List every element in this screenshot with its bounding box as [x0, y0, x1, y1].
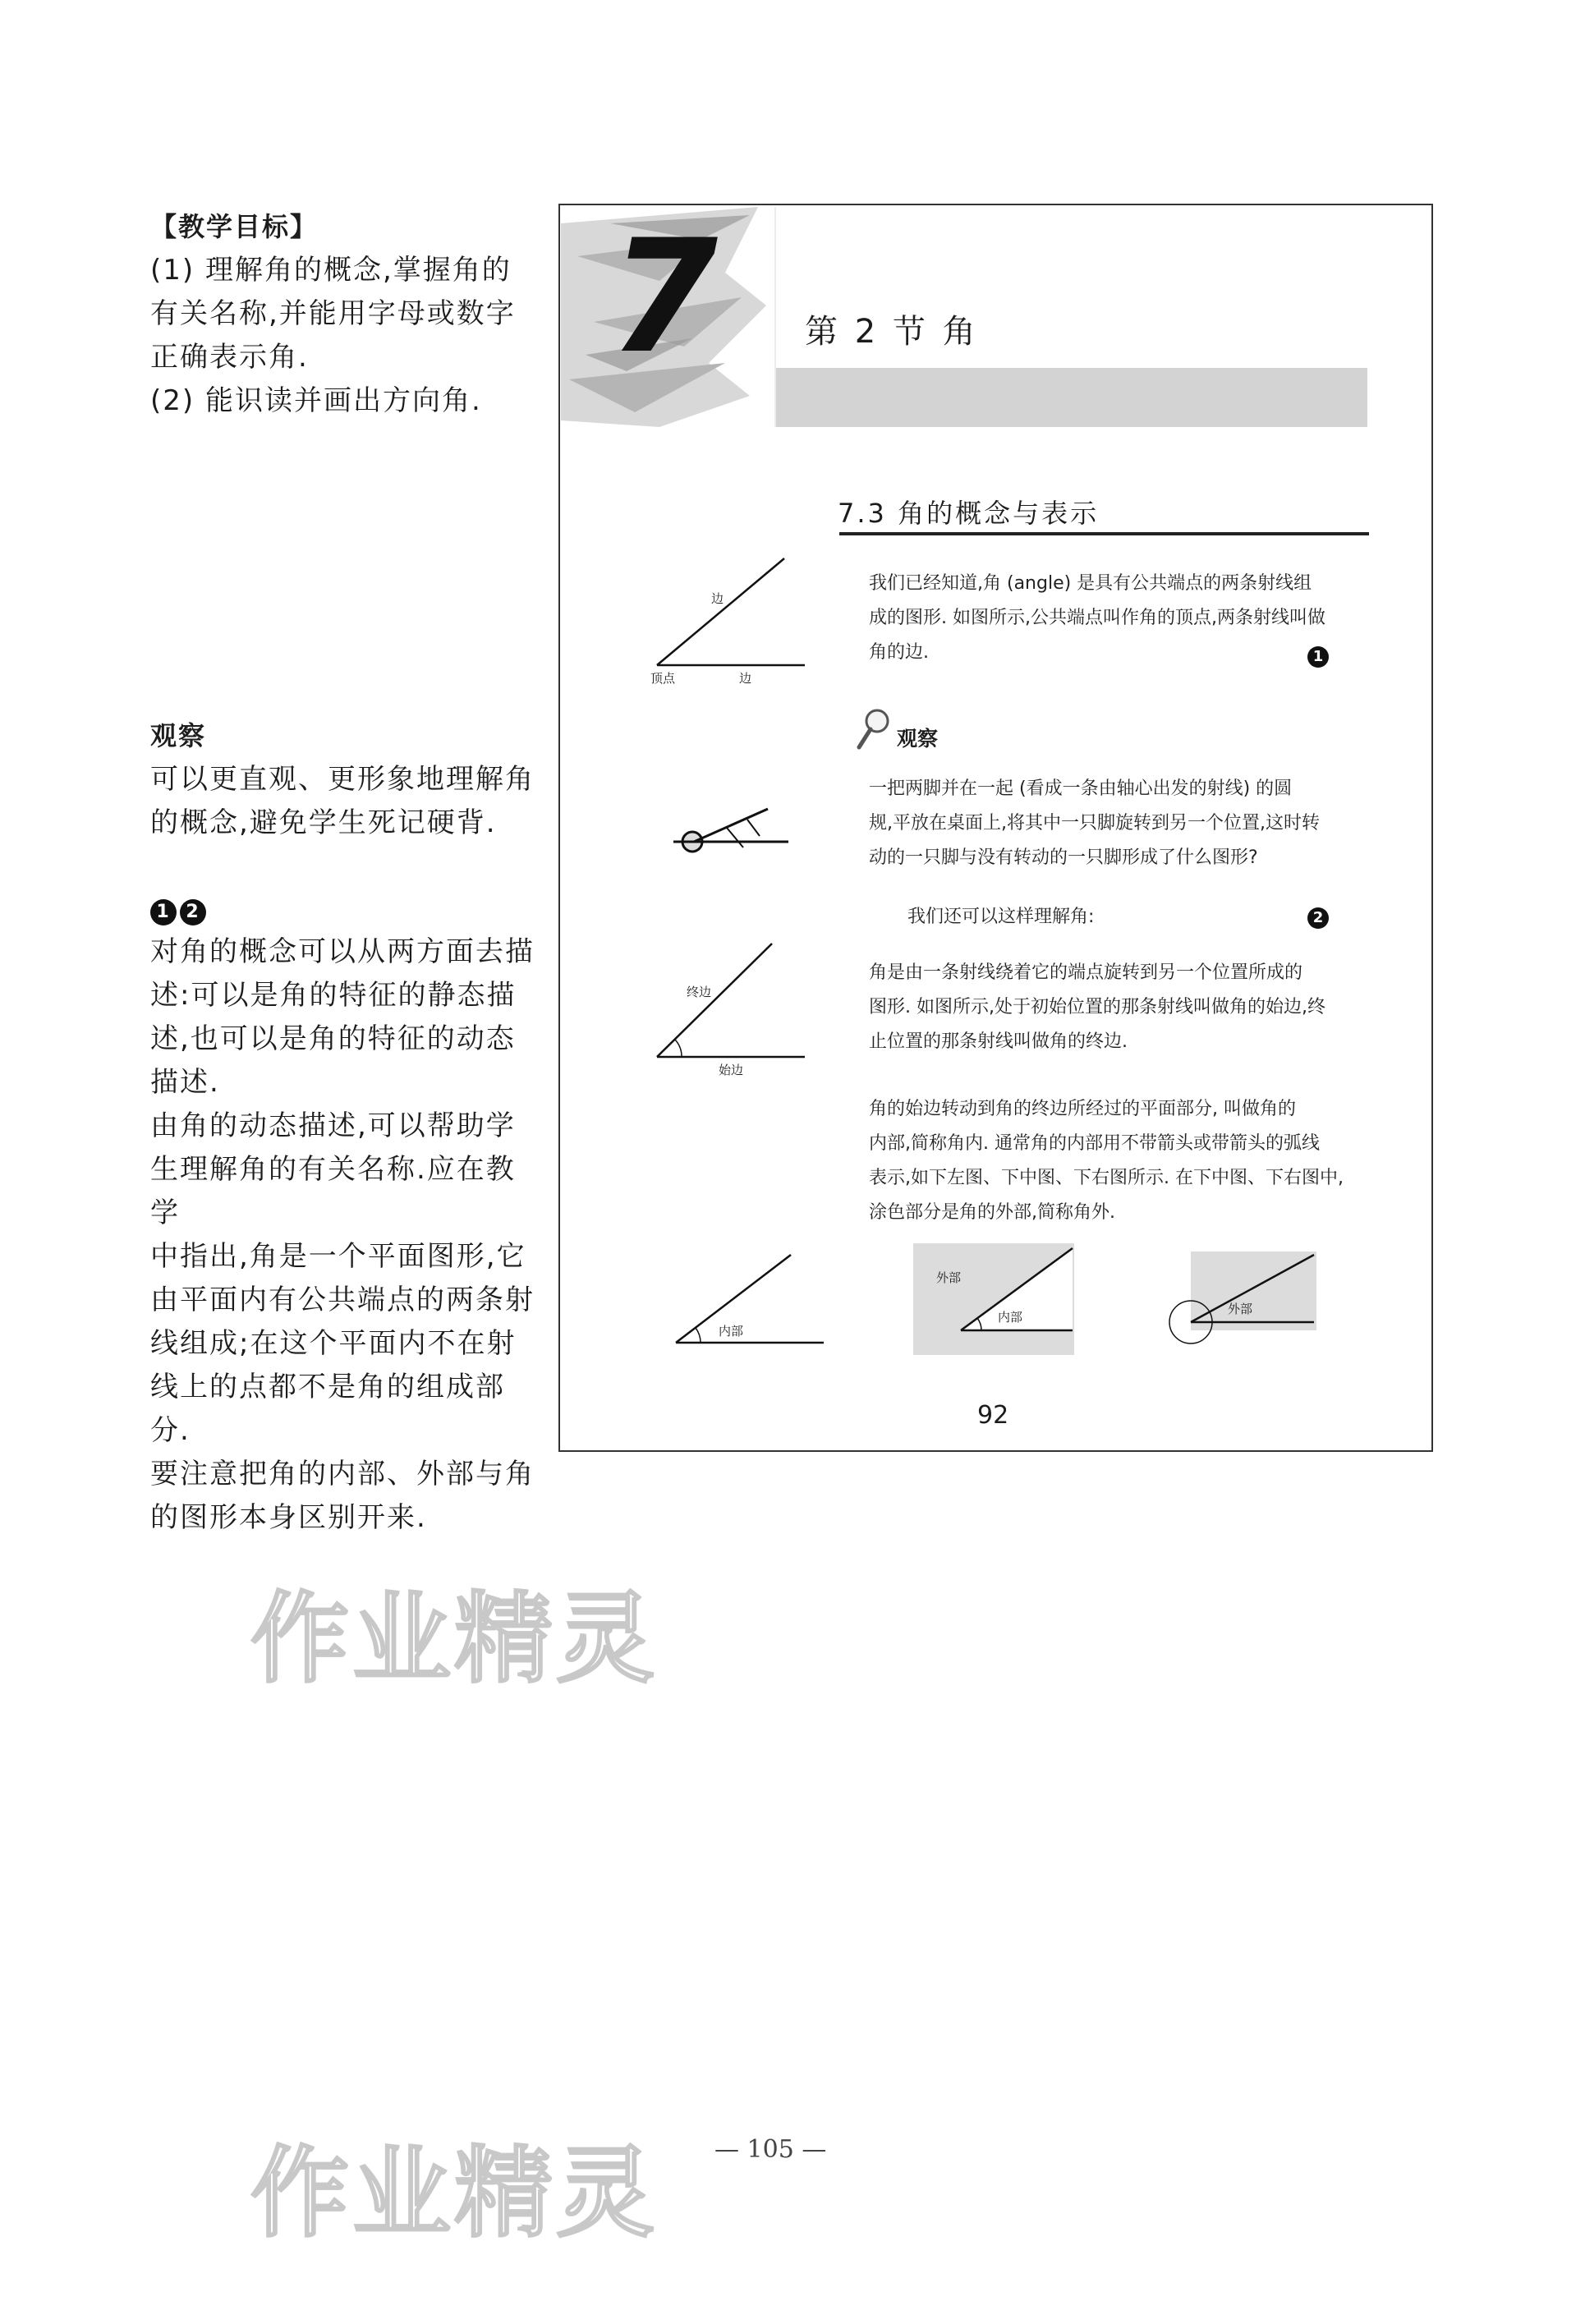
observe-note — [150, 714, 536, 845]
watermark: 作业精灵 — [250, 1582, 658, 1697]
observe-note-line: 的概念,避免学生死记硬背. — [150, 806, 497, 839]
marker-1: 1 — [1307, 646, 1329, 668]
banner-divider — [774, 207, 776, 427]
concept-note-line: 要注意把角的内部、外部与角 — [150, 1458, 535, 1490]
fig3-label-initial: 始边 — [719, 1063, 744, 1077]
concept-note-line: 线上的点都不是角的组成部分. — [150, 1371, 505, 1447]
concept-note-line: 描述. — [150, 1066, 220, 1099]
observe-note-heading: 观察 — [150, 720, 207, 751]
goal-line: (1) 理解角的概念,掌握角的 — [150, 254, 512, 287]
concept-notes-markers — [150, 887, 544, 930]
section-title: 第 2 节 角 — [805, 313, 979, 351]
fig5-label-exterior: 外部 — [936, 1270, 962, 1285]
textbook-page-number: 92 — [977, 1401, 1009, 1430]
teaching-goals — [150, 205, 536, 423]
fig3-label-terminal: 终边 — [687, 985, 712, 999]
concept-note-line: 对角的概念可以从两方面去描 — [150, 935, 535, 968]
text-line: 表示,如下左图、下中图、下右图所示. 在下中图、下右图中, — [869, 1168, 1344, 1188]
goal-line: 正确表示角. — [150, 341, 309, 374]
concept-note-line: 生理解角的有关名称.应在教学 — [150, 1153, 516, 1229]
concept-note-line: 由平面内有公共端点的两条射 — [150, 1284, 535, 1316]
paragraph-interior — [869, 1092, 1386, 1230]
text-line: 规,平放在桌面上,将其中一只脚旋转到另一个位置,这时转 — [869, 813, 1320, 834]
figure-angle-rotation — [649, 940, 813, 1063]
text-line: 止位置的那条射线叫做角的终边. — [869, 1031, 1128, 1052]
text-line: 涂色部分是角的外部,简称角外. — [869, 1202, 1115, 1223]
concept-note-line: 线组成;在这个平面内不在射 — [150, 1327, 517, 1360]
paragraph-compass — [869, 772, 1382, 875]
text-line: 角是由一条射线绕着它的端点旋转到另一个位置所成的 — [869, 962, 1303, 983]
text-line: 我们已经知道,角 (angle) 是具有公共端点的两条射线组 — [869, 573, 1312, 594]
paragraph-dynamic-def — [869, 956, 1382, 1059]
fig1-label-side-bottom: 边 — [739, 671, 752, 686]
fig1-label-vertex: 顶点 — [650, 671, 676, 686]
text-line: 一把两脚并在一起 (看成一条由轴心出发的射线) 的圆 — [869, 778, 1293, 799]
text-line: 角的始边转动到角的终边所经过的平面部分, 叫做角的 — [869, 1099, 1296, 1119]
text-line: 成的图形. 如图所示,公共端点叫作角的顶点,两条射线叫做 — [869, 608, 1325, 628]
observe-label: 观察 — [897, 727, 939, 751]
goal-line: (2) 能识读并画出方向角. — [150, 384, 482, 417]
marker-2: 2 — [1307, 907, 1329, 929]
subsection-title: 7.3 角的概念与表示 — [838, 498, 1100, 529]
teaching-goals-heading: 【教学目标】 — [150, 211, 319, 242]
figure-compass — [669, 805, 792, 870]
figure-exterior-middle — [912, 1242, 1076, 1357]
marker-2: 2 — [180, 899, 206, 925]
concept-note-line: 由角的动态描述,可以帮助学 — [150, 1109, 516, 1142]
paragraph-intro: 我们还可以这样理解角: — [907, 907, 1095, 927]
fig1-label-side-top: 边 — [711, 591, 724, 606]
fig5-label-interior: 内部 — [998, 1310, 1023, 1325]
text-line: 动的一只脚与没有转动的一只脚形成了什么图形? — [869, 847, 1258, 868]
concept-note-line: 述,也可以是角的特征的动态 — [150, 1022, 516, 1055]
goal-line: 有关名称,并能用字母或数字 — [150, 297, 516, 330]
chapter-number: 7 — [609, 206, 719, 388]
fig4-label-interior: 内部 — [719, 1324, 744, 1339]
subsection-rule — [839, 532, 1369, 535]
concept-notes — [150, 887, 544, 1540]
text-line: 内部,简称角内. 通常角的内部用不带箭头或带箭头的弧线 — [869, 1133, 1320, 1154]
watermark: 作业精灵 — [250, 2137, 658, 2251]
paragraph-definition — [869, 567, 1378, 670]
concept-note-line: 述:可以是角的特征的静态描 — [150, 979, 517, 1012]
concept-note-line: 中指出,角是一个平面图形,它 — [150, 1240, 526, 1273]
section-banner-bar — [776, 368, 1367, 427]
concept-note-line: 的图形本身区别开来. — [150, 1501, 427, 1534]
footer-page-number: — 105 — — [714, 2135, 827, 2164]
fig6-label-exterior: 外部 — [1228, 1302, 1253, 1316]
text-line: 角的边. — [869, 642, 929, 663]
magnifier-icon — [854, 706, 894, 752]
marker-1: 1 — [150, 899, 177, 925]
text-line: 图形. 如图所示,处于初始位置的那条射线叫做角的始边,终 — [869, 997, 1325, 1017]
figure-interior — [672, 1248, 828, 1347]
observe-note-line: 可以更直观、更形象地理解角 — [150, 763, 535, 796]
